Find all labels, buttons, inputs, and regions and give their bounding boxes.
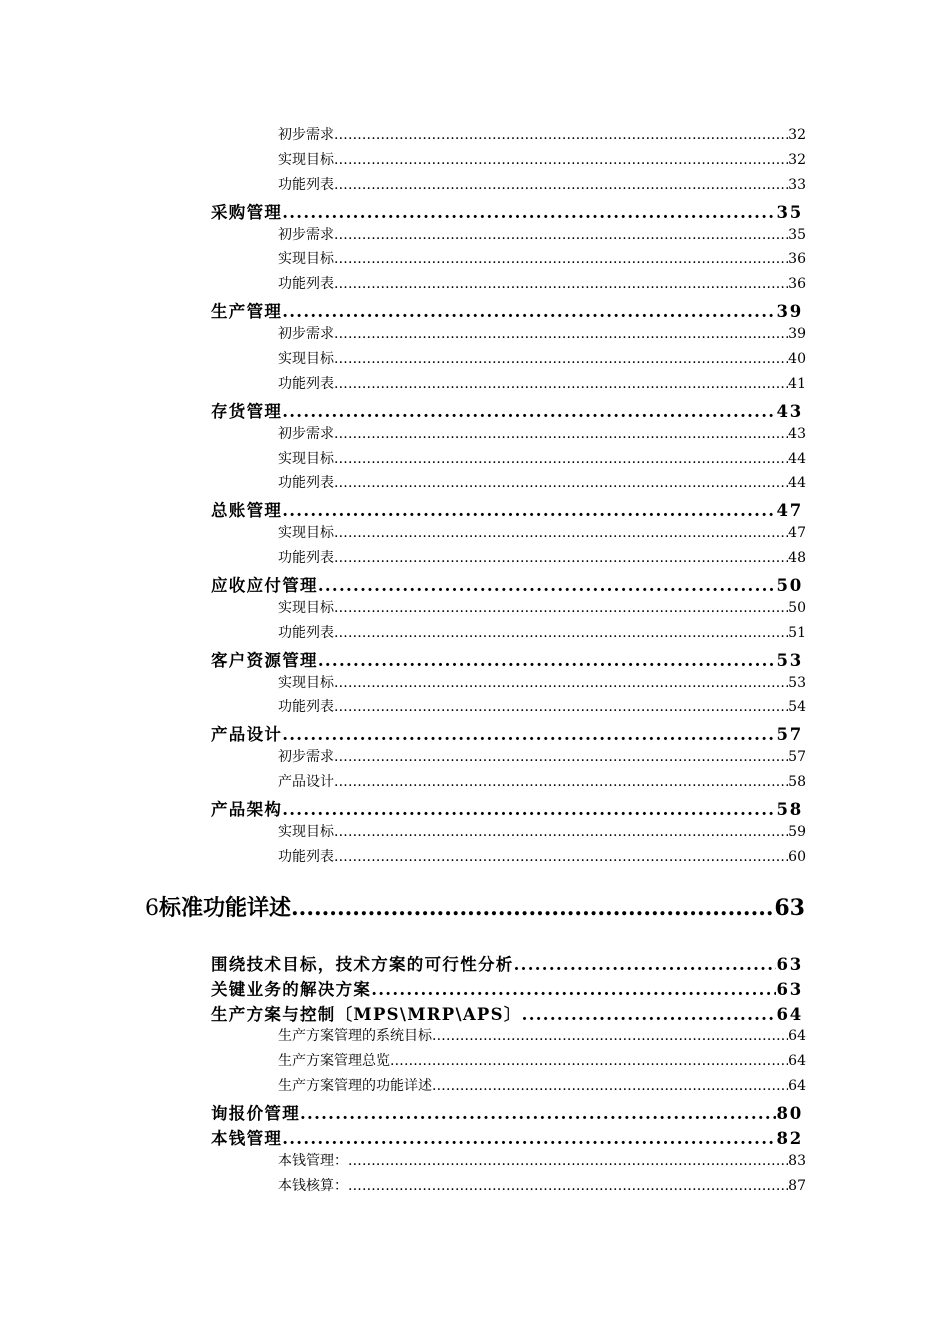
toc-leader-dots (282, 402, 776, 421)
toc-section-entry[interactable] (211, 976, 803, 1001)
toc-subsection-entry[interactable] (278, 746, 806, 771)
toc-entry-page-number: 35 (776, 202, 803, 222)
toc-leader-dots (282, 800, 776, 819)
toc-entry-number: 6 (145, 895, 159, 921)
toc-leader-dots (334, 152, 788, 168)
toc-entry-page-number: 80 (776, 1104, 803, 1124)
toc-entry-page-number: 64 (776, 1004, 803, 1024)
toc-leader-dots (334, 749, 788, 765)
toc-subsection-entry[interactable] (278, 149, 806, 174)
toc-leader-dots (282, 203, 776, 222)
toc-entry-page-number: 36 (788, 276, 806, 293)
toc-section-entry[interactable] (211, 1100, 803, 1125)
toc-leader-dots (318, 651, 777, 670)
toc-leader-dots (334, 276, 788, 292)
toc-leader-dots (334, 525, 788, 541)
toc-section-entry[interactable] (211, 1125, 803, 1150)
toc-subsection-entry[interactable] (278, 1025, 806, 1050)
toc-entry-title: 应收应付管理 (211, 576, 318, 596)
toc-subsection-entry[interactable] (278, 174, 806, 199)
toc-leader-dots (334, 774, 788, 790)
toc-entry-page-number: 63 (774, 894, 805, 921)
toc-entry-title: 生产方案与控制〔MPS\MRP\APS〕 (211, 1004, 522, 1024)
toc-section-entry[interactable] (211, 199, 803, 224)
toc-entry-title: 实现目标 (278, 525, 334, 542)
toc-entry-page-number: 64 (788, 1053, 806, 1070)
toc-leader-dots (334, 251, 788, 267)
toc-subsection-entry[interactable] (278, 348, 806, 373)
toc-leader-dots (390, 1053, 788, 1069)
toc-entry-title: 功能列表 (278, 699, 334, 716)
toc-leader-dots (371, 980, 776, 999)
toc-entry-title: 本钱管理 (211, 1128, 283, 1148)
toc-entry-title: 实现目标 (278, 450, 334, 467)
toc-leader-dots (300, 1104, 776, 1123)
toc-subsection-entry[interactable] (278, 472, 806, 497)
toc-entry-title: 初步需求 (278, 226, 334, 243)
toc-entry-page-number: 51 (788, 624, 806, 641)
toc-entry-title: 生产方案管理的系统目标 (278, 1028, 432, 1045)
toc-entry-page-number: 32 (788, 151, 806, 168)
toc-entry-page-number: 57 (788, 749, 806, 766)
toc-section-entry[interactable] (211, 298, 803, 323)
toc-entry-title: 采购管理 (211, 202, 283, 222)
toc-entry-title: 实现目标 (278, 351, 334, 368)
toc-entry-title: 功能列表 (278, 375, 334, 392)
toc-entry-title: 初步需求 (278, 127, 334, 143)
toc-subsection-entry[interactable] (278, 846, 806, 871)
toc-entry-title: 关键业务的解决方案 (211, 979, 372, 999)
toc-leader-dots (334, 475, 788, 491)
toc-entry-title: 产品设计 (278, 774, 334, 791)
toc-entry-page-number: 39 (776, 302, 803, 322)
toc-subsection-entry[interactable] (278, 1175, 806, 1200)
toc-leader-dots (334, 600, 788, 616)
toc-leader-dots (334, 227, 788, 243)
toc-leader-dots (522, 1005, 777, 1024)
toc-entry-page-number: 48 (788, 550, 806, 567)
toc-leader-dots (334, 625, 788, 641)
toc-subsection-entry[interactable] (278, 622, 806, 647)
toc-entry-title: 实现目标 (278, 151, 334, 168)
toc-entry-page-number: 87 (788, 1177, 806, 1194)
toc-entry-page-number: 58 (788, 774, 806, 791)
toc-entry-page-number: 35 (788, 226, 806, 243)
toc-entry-page-number: 82 (776, 1128, 803, 1148)
toc-entry-page-number: 40 (788, 351, 806, 368)
toc-subsection-entry[interactable] (278, 448, 806, 473)
toc-entry-title: 询报价管理 (211, 1104, 300, 1124)
toc-leader-dots (334, 824, 788, 840)
toc-entry-title: 初步需求 (278, 326, 334, 343)
toc-leader-dots (334, 699, 788, 715)
toc-subsection-entry[interactable] (278, 1150, 806, 1175)
toc-section-entry[interactable] (211, 647, 803, 672)
toc-subsection-entry[interactable] (278, 124, 806, 149)
toc-section-entry[interactable] (211, 497, 803, 522)
table-of-contents (0, 124, 950, 1200)
toc-leader-dots (334, 351, 788, 367)
toc-subsection-entry[interactable] (278, 224, 806, 249)
toc-leader-dots (432, 1078, 788, 1094)
toc-entry-title: 功能列表 (278, 276, 334, 293)
toc-subsection-entry[interactable] (278, 1050, 806, 1075)
toc-entry-page-number: 58 (776, 800, 803, 820)
toc-leader-dots (334, 326, 788, 342)
toc-entry-title: 功能列表 (278, 176, 334, 193)
toc-entry-page-number: 53 (788, 674, 806, 691)
toc-leader-dots (348, 1153, 788, 1169)
toc-entry-title: 客户资源管理 (211, 650, 318, 670)
toc-entry-title: 功能列表 (278, 475, 334, 492)
toc-chapter-entry[interactable] (145, 891, 805, 921)
toc-entry-title: 实现目标 (278, 674, 334, 691)
toc-entry-page-number: 44 (788, 475, 806, 492)
toc-subsection-entry[interactable] (278, 771, 806, 796)
toc-entry-page-number: 83 (788, 1152, 806, 1169)
toc-leader-dots (334, 451, 788, 467)
toc-section-entry[interactable] (211, 1001, 803, 1026)
toc-entry-title: 总账管理 (211, 501, 283, 521)
toc-entry-page-number: 39 (788, 326, 806, 343)
toc-entry-page-number: 43 (788, 425, 806, 442)
toc-section-entry[interactable] (211, 796, 803, 821)
toc-entry-page-number: 57 (776, 725, 803, 745)
toc-leader-dots (334, 376, 788, 392)
toc-leader-dots (334, 177, 788, 193)
toc-subsection-entry[interactable] (278, 423, 806, 448)
toc-entry-page-number: 64 (788, 1028, 806, 1045)
toc-leader-dots (334, 426, 788, 442)
toc-subsection-entry[interactable] (278, 672, 806, 697)
toc-entry-title: 功能列表 (278, 848, 334, 865)
toc-entry-title: 初步需求 (278, 749, 334, 766)
toc-entry-title: 产品架构 (211, 800, 283, 820)
toc-entry-page-number: 54 (788, 699, 806, 716)
toc-entry-title: 本钱核算： (278, 1177, 348, 1194)
toc-entry-title: 功能列表 (278, 550, 334, 567)
toc-entry-page-number: 32 (788, 127, 806, 143)
toc-leader-dots (282, 501, 776, 520)
toc-leader-dots (318, 576, 777, 595)
toc-entry-page-number: 41 (788, 375, 806, 392)
toc-leader-dots (334, 849, 788, 865)
toc-entry-title: 生产方案管理的功能详述 (278, 1078, 432, 1095)
toc-entry-page-number: 47 (776, 501, 803, 521)
toc-entry-page-number: 36 (788, 251, 806, 268)
toc-section-entry[interactable] (211, 951, 803, 976)
toc-subsection-entry[interactable] (278, 323, 806, 348)
toc-entry-page-number: 60 (788, 848, 806, 865)
toc-leader-dots (432, 1028, 788, 1044)
toc-entry-title: 实现目标 (278, 251, 334, 268)
toc-entry-page-number: 43 (776, 401, 803, 421)
toc-entry-title: 标准功能详述 (159, 894, 292, 921)
toc-entry-title: 实现目标 (278, 599, 334, 616)
toc-entry-title: 存货管理 (211, 401, 283, 421)
toc-entry-title: 初步需求 (278, 425, 334, 442)
toc-entry-page-number: 63 (776, 979, 803, 999)
toc-subsection-entry[interactable] (278, 547, 806, 572)
toc-entry-title: 生产方案管理总览 (278, 1053, 390, 1070)
toc-entry-page-number: 33 (788, 176, 806, 193)
toc-subsection-entry[interactable] (278, 522, 806, 547)
toc-leader-dots (282, 302, 776, 321)
toc-entry-page-number: 44 (788, 450, 806, 467)
toc-leader-dots (348, 1178, 788, 1194)
toc-entry-title: 产品设计 (211, 725, 283, 745)
toc-subsection-entry[interactable] (278, 273, 806, 298)
toc-subsection-entry[interactable] (278, 696, 806, 721)
toc-section-entry[interactable] (211, 398, 803, 423)
toc-leader-dots (282, 1129, 776, 1148)
toc-section-entry[interactable] (211, 721, 803, 746)
toc-leader-dots (334, 675, 788, 691)
toc-subsection-entry[interactable] (278, 821, 806, 846)
toc-entry-page-number: 59 (788, 823, 806, 840)
toc-subsection-entry[interactable] (278, 373, 806, 398)
toc-entry-page-number: 53 (776, 650, 803, 670)
toc-entry-page-number: 64 (788, 1078, 806, 1095)
toc-subsection-entry[interactable] (278, 1075, 806, 1100)
toc-subsection-entry[interactable] (278, 248, 806, 273)
toc-entry-title: 围绕技术目标，技术方案的可行性分析 (211, 954, 514, 974)
toc-leader-dots (514, 955, 777, 974)
toc-entry-title: 生产管理 (211, 302, 283, 322)
toc-leader-dots (282, 725, 776, 744)
toc-entry-page-number: 50 (788, 599, 806, 616)
toc-entry-title: 实现目标 (278, 823, 334, 840)
toc-entry-page-number: 50 (776, 576, 803, 596)
toc-section-entry[interactable] (211, 572, 803, 597)
toc-entry-title: 本钱管理： (278, 1152, 348, 1169)
toc-leader-dots (334, 127, 788, 143)
toc-leader-dots (291, 895, 774, 921)
toc-entry-title: 功能列表 (278, 624, 334, 641)
toc-subsection-entry[interactable] (278, 597, 806, 622)
toc-entry-page-number: 47 (788, 525, 806, 542)
toc-entry-page-number: 63 (776, 954, 803, 974)
toc-leader-dots (334, 550, 788, 566)
